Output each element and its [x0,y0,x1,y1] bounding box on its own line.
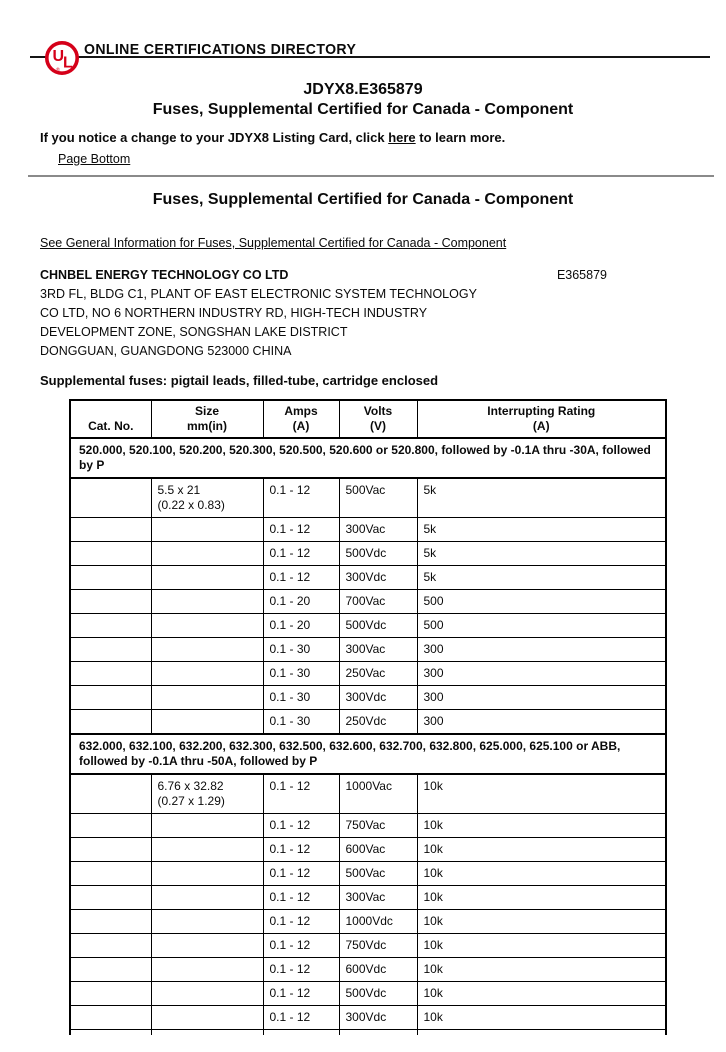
cell-cat-no [70,1006,151,1030]
masthead-title: ONLINE CERTIFICATIONS DIRECTORY [84,41,357,58]
table-section-header-row [70,734,666,774]
col-header-interrupting-rating: Interrupting Rating (A) [417,400,666,438]
cell-cat-no [70,814,151,838]
cell-interrupting-rating: 500 [417,590,666,614]
cell-size [151,886,263,910]
cell-interrupting-rating: 5k [417,478,666,518]
cell-interrupting-rating: 300 [417,710,666,735]
cell-cat-no [70,710,151,735]
file-number: E365879 [556,268,607,282]
cell-empty [339,1030,417,1036]
cell-empty [417,1030,666,1036]
cell-volts: 250Vdc [339,710,417,735]
page-bottom-link[interactable]: Page Bottom [58,152,131,166]
ratings-table-container [69,399,669,1035]
cell-size [151,910,263,934]
general-info-link[interactable]: See General Information for Fuses, Supplemental Certified for Canada - Component [40,236,507,250]
cell-interrupting-rating: 5k [417,518,666,542]
cell-volts: 700Vac [339,590,417,614]
separator-rule [28,175,714,177]
cell-amps: 0.1 - 12 [263,910,339,934]
document-title [0,80,726,120]
cell-amps: 0.1 - 12 [263,862,339,886]
cell-interrupting-rating: 10k [417,886,666,910]
cell-cat-no [70,774,151,814]
cell-volts: 500Vdc [339,542,417,566]
cell-volts: 250Vac [339,662,417,686]
table-row [70,614,666,638]
company-address-line: DEVELOPMENT ZONE, SONGSHAN LAKE DISTRICT [40,325,348,339]
cell-amps: 0.1 - 12 [263,478,339,518]
cell-amps: 0.1 - 12 [263,774,339,814]
cell-size: 6.76 x 32.82 (0.27 x 1.29) [151,774,263,814]
cell-interrupting-rating: 10k [417,838,666,862]
cell-amps: 0.1 - 12 [263,958,339,982]
cell-volts: 750Vac [339,814,417,838]
cell-volts: 500Vdc [339,614,417,638]
cell-interrupting-rating: 300 [417,638,666,662]
cell-cat-no [70,614,151,638]
cell-interrupting-rating: 10k [417,958,666,982]
section-header-text: 520.000, 520.100, 520.200, 520.300, 520.500, 520.600 or 520.800, followed by -0.1A thru -30A, followed by P [70,438,666,478]
ul-logo-letter-u: U [52,48,65,65]
cell-interrupting-rating: 300 [417,662,666,686]
file-category-title: JDYX8.E365879 [303,81,423,98]
table-row [70,774,666,814]
col-header-amps: Amps (A) [263,400,339,438]
cell-interrupting-rating: 10k [417,910,666,934]
cell-size [151,590,263,614]
cell-cat-no [70,910,151,934]
cell-volts: 1000Vac [339,774,417,814]
cell-volts: 750Vdc [339,934,417,958]
cell-volts: 600Vdc [339,958,417,982]
company-name: CHNBEL ENERGY TECHNOLOGY CO LTD [40,268,289,282]
table-row [70,518,666,542]
cell-interrupting-rating: 500 [417,614,666,638]
company-block [40,266,666,361]
col-header-cat-no: Cat. No. [70,400,151,438]
cell-cat-no [70,662,151,686]
cell-cat-no [70,590,151,614]
cell-size [151,1006,263,1030]
cell-size [151,542,263,566]
cell-volts: 500Vac [339,478,417,518]
cell-amps: 0.1 - 20 [263,614,339,638]
table-row [70,478,666,518]
cell-cat-no [70,982,151,1006]
col-header-volts: Volts (V) [339,400,417,438]
general-info-nav [40,236,726,250]
cell-interrupting-rating: 5k [417,542,666,566]
company-address-line: 3RD FL, BLDG C1, PLANT OF EAST ELECTRONIC SYSTEM TECHNOLOGY [40,287,477,301]
cell-volts: 300Vac [339,518,417,542]
table-row [70,958,666,982]
table-row [70,838,666,862]
cell-cat-no [70,862,151,886]
table-header-row [70,400,666,438]
here-link[interactable]: here [388,130,416,145]
cell-cat-no [70,542,151,566]
cell-interrupting-rating: 10k [417,814,666,838]
cell-volts: 300Vdc [339,686,417,710]
product-description: Supplemental fuses: pigtail leads, filled-tube, cartridge enclosed [40,373,439,388]
cell-size [151,518,263,542]
cell-size [151,638,263,662]
section-heading: Fuses, Supplemental Certified for Canada - Component [152,191,574,208]
cell-empty [70,1030,151,1036]
cell-volts: 500Vac [339,862,417,886]
cell-volts: 500Vdc [339,982,417,1006]
cell-empty [151,1030,263,1036]
cell-interrupting-rating: 10k [417,934,666,958]
ul-logo-letter-l: L [63,54,73,72]
cell-size [151,982,263,1006]
cell-volts: 300Vac [339,638,417,662]
cell-size [151,838,263,862]
category-description-title: Fuses, Supplemental Certified for Canada - Component [152,101,574,118]
cell-size [151,934,263,958]
cell-size [151,614,263,638]
cell-amps: 0.1 - 30 [263,686,339,710]
table-row [70,710,666,735]
cell-size [151,710,263,735]
cell-volts: 300Vdc [339,566,417,590]
ul-logo-registered-icon: ® [56,67,60,74]
cell-amps: 0.1 - 12 [263,542,339,566]
cell-cat-no [70,518,151,542]
cell-size [151,862,263,886]
cell-interrupting-rating: 300 [417,686,666,710]
cell-amps: 0.1 - 20 [263,590,339,614]
cell-volts: 1000Vdc [339,910,417,934]
ul-logo-icon [44,40,80,76]
cell-interrupting-rating: 10k [417,1006,666,1030]
masthead [0,0,726,78]
col-header-size: Size mm(in) [151,400,263,438]
table-row [70,910,666,934]
listing-card-notice [40,130,726,145]
notice-text-post: to learn more. [415,130,506,145]
cell-cat-no [70,958,151,982]
cell-amps: 0.1 - 12 [263,838,339,862]
cell-cat-no [70,566,151,590]
cell-cat-no [70,838,151,862]
company-address-line: CO LTD, NO 6 NORTHERN INDUSTRY RD, HIGH-TECH INDUSTRY [40,306,428,320]
table-section-header-row [70,438,666,478]
cell-size [151,814,263,838]
cell-size [151,566,263,590]
table-row [70,590,666,614]
cell-size [151,662,263,686]
cell-size: 5.5 x 21 (0.22 x 0.83) [151,478,263,518]
company-address-line: DONGGUAN, GUANGDONG 523000 CHINA [40,344,292,358]
cell-amps: 0.1 - 12 [263,934,339,958]
ratings-table-body [70,438,666,1035]
table-row [70,862,666,886]
table-row-partial [70,1030,666,1036]
table-row [70,542,666,566]
cell-amps: 0.1 - 30 [263,662,339,686]
cell-cat-no [70,886,151,910]
cell-amps: 0.1 - 12 [263,886,339,910]
cell-size [151,958,263,982]
cell-amps: 0.1 - 30 [263,710,339,735]
table-row [70,982,666,1006]
cell-interrupting-rating: 10k [417,862,666,886]
page-bottom-nav [58,152,726,166]
cell-interrupting-rating: 10k [417,774,666,814]
section-header-text: 632.000, 632.100, 632.200, 632.300, 632.500, 632.600, 632.700, 632.800, 625.000, 625.100 or ABB, followed by -0.1A thru -50A, followed by P [70,734,666,774]
table-row [70,814,666,838]
cell-amps: 0.1 - 30 [263,638,339,662]
cell-empty [263,1030,339,1036]
notice-text-pre: If you notice a change to your JDYX8 Listing Card, click [40,130,389,145]
cell-size [151,686,263,710]
cell-interrupting-rating: 5k [417,566,666,590]
table-row [70,1006,666,1030]
ratings-table [69,399,667,1035]
cell-cat-no [70,934,151,958]
cell-volts: 600Vac [339,838,417,862]
cell-cat-no [70,638,151,662]
cell-cat-no [70,478,151,518]
table-row [70,566,666,590]
cell-amps: 0.1 - 12 [263,566,339,590]
cell-amps: 0.1 - 12 [263,982,339,1006]
cell-interrupting-rating: 10k [417,982,666,1006]
table-row [70,886,666,910]
cell-amps: 0.1 - 12 [263,518,339,542]
table-row [70,662,666,686]
cell-amps: 0.1 - 12 [263,1006,339,1030]
cell-amps: 0.1 - 12 [263,814,339,838]
table-row [70,934,666,958]
cell-cat-no [70,686,151,710]
cell-volts: 300Vac [339,886,417,910]
cell-volts: 300Vdc [339,1006,417,1030]
table-row [70,638,666,662]
table-row [70,686,666,710]
